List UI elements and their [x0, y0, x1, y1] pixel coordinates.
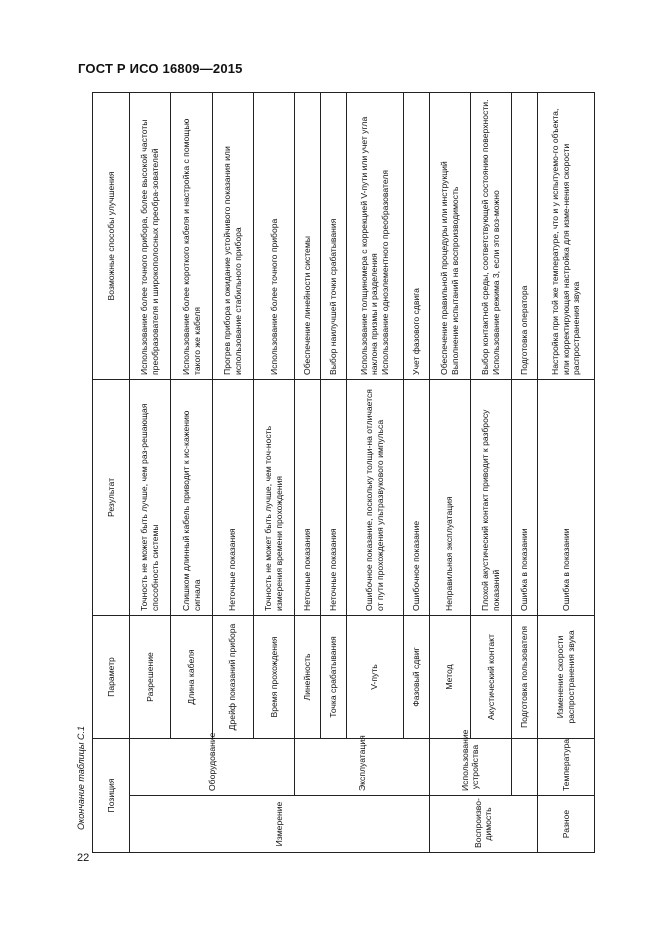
- cell-parameter: V-путь: [346, 615, 403, 738]
- col-header-result: Результат: [93, 379, 130, 615]
- cell-improvement: Прогрев прибора и ожидание устойчивого показания или использование стабильного прибора: [212, 92, 253, 379]
- cell-improvement: Использование более точного прибора: [254, 92, 295, 379]
- cell-parameter: Разрешение: [130, 615, 171, 738]
- group-exploitation: Эксплуатация: [295, 738, 429, 795]
- table-caption: Окончание таблицы С.1: [76, 726, 86, 830]
- cell-improvement: Настройка при той же температуре, что и у испытуемо-го объекта, или корректирующая настройка для изме-нения скорости распространения звука: [538, 92, 595, 379]
- cell-result: Точность не может быть лучше, чем раз-решающая способность системы: [130, 379, 171, 615]
- document-header: ГОСТ Р ИСО 16809—2015: [78, 61, 243, 76]
- cell-parameter: Изменение скорости распространения звука: [538, 615, 595, 738]
- table-row: [130, 92, 171, 852]
- cell-improvement: Использование более короткого кабеля и настройка с помощью такого же кабеля: [171, 92, 212, 379]
- col-header-parameter: Параметр: [93, 615, 130, 738]
- cell-parameter: Время прохождения: [254, 615, 295, 738]
- cell-result: Плохой акустический контакт приводит к разбросу показаний: [470, 379, 511, 615]
- cell-improvement: Выбор контактной среды, соответствующей состоянию поверхности. Использование режима 3, если это воз-можно: [470, 92, 511, 379]
- rotated-table-container: [92, 93, 595, 853]
- cell-result: Ошибка в показании: [512, 379, 538, 615]
- cell-parameter: Фазовый сдвиг: [403, 615, 429, 738]
- cell-improvement: Обеспечение линейности системы: [295, 92, 321, 379]
- cell-parameter: Метод: [429, 615, 470, 738]
- cell-result: Неправильная эксплуатация: [429, 379, 470, 615]
- cell-improvement: Использование более точного прибора, более высокой частоты преобразователя и широкополосных преобра-зователей: [130, 92, 171, 379]
- table-row: [429, 92, 470, 852]
- group-equipment: Оборудование: [130, 738, 295, 795]
- cell-parameter: Длина кабеля: [171, 615, 212, 738]
- cell-result: Неточные показания: [321, 379, 347, 615]
- table-row: [538, 92, 595, 852]
- cell-result: Точность не может быть лучше, чем точ-ность измерения времени прохождения: [254, 379, 295, 615]
- page-number: 22: [77, 852, 90, 864]
- group-device-use: Использование устройства: [429, 738, 512, 795]
- cell-improvement: Использование толщиномера с коррекцией V-пути или учет угла наклона призмы и разделения Использование одноэлементного преобразователя: [346, 92, 403, 379]
- cell-improvement: Выбор наилучшей точки срабатывания: [321, 92, 347, 379]
- group-reproducibility: Воспроизво- димость: [429, 796, 537, 853]
- cell-result: Ошибочное показание: [403, 379, 429, 615]
- cell-parameter: Дрейф показаний прибора: [212, 615, 253, 738]
- cell-improvement: Учет фазового сдвига: [403, 92, 429, 379]
- cell-improvement: Подготовка оператора: [512, 92, 538, 379]
- cell-result: Неточные показания: [212, 379, 253, 615]
- cell-parameter: Подготовка пользователя: [512, 615, 538, 738]
- cell-parameter: Точка срабатывания: [321, 615, 347, 738]
- table-header-row: [93, 92, 130, 852]
- group-temperature: Температура: [538, 738, 595, 795]
- group-measurement: Измерение: [130, 796, 430, 853]
- col-header-improvement: Возможные способы улучшения: [93, 92, 130, 379]
- improvement-table: [92, 92, 595, 853]
- col-header-position: Позиция: [93, 738, 130, 852]
- cell-result: Неточные показания: [295, 379, 321, 615]
- cell-parameter: Акустический контакт: [470, 615, 511, 738]
- cell-empty: [512, 738, 538, 795]
- table-row: [512, 92, 538, 852]
- cell-result: Слишком длинный кабель приводит к ис-кажению сигнала: [171, 379, 212, 615]
- table-row: [295, 92, 321, 852]
- cell-parameter: Линейность: [295, 615, 321, 738]
- group-misc: Разное: [538, 796, 595, 853]
- cell-result: Ошибка в показании: [538, 379, 595, 615]
- cell-improvement: Обеспечение правильной процедуры или инструкций Выполнение испытаний на воспроизводимость: [429, 92, 470, 379]
- cell-result: Ошибочное показание, поскольку толщи-на отличается от пути прохождения ультразвукового импульса: [346, 379, 403, 615]
